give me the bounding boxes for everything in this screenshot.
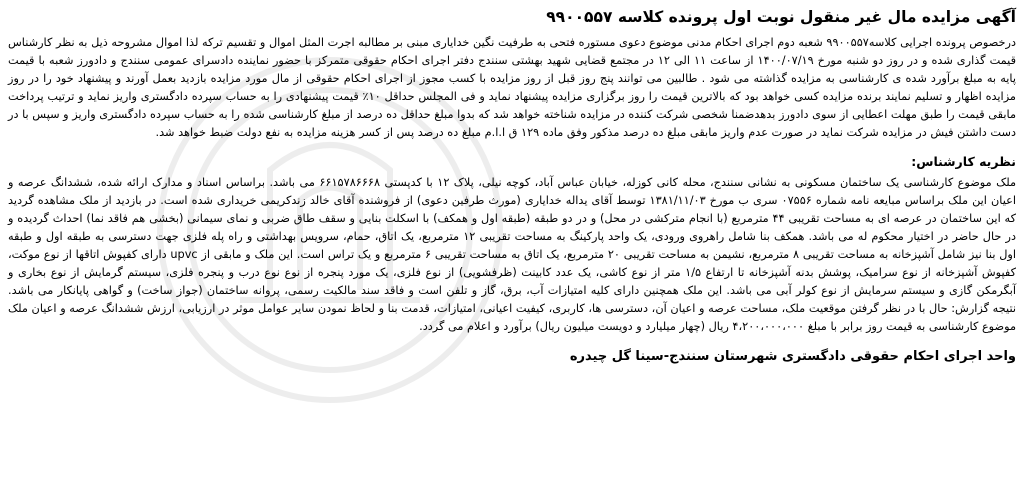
expert-opinion-paragraph: ملک موضوع کارشناسی یک ساختمان مسکونی به نشانی سنندج، محله کانی کوزله، خیابان عباس آباد، کوچه نیلی، پلاک ۱۲ با کدپستی ۶۶۱۵۷۸۶۶۶۸ می باشد. براساس اسناد و مدارک ارائه شده، ششدانگ عرصه و اعیان این ملک براساس مبایعه نامه شماره ۰۷۵۵۶ سری ب مورخ ۱۳۸۱/۱۱/۰۳ توسط آقای یداله خدایاری (مورث طرفین دعوی) از فروشنده آقای خالد زندکریمی خریداری شده است. در بازدید از ملک مشاهده گردید که این ساختمان در عرصه ای به مساحت تقریبی ۴۴ مترمربع (با انجام مترکشی در محل) و در دو طبقه (طبقه اول و همکف) با اسکلت بنایی و سقف طاق ضربی و نمای سیمانی (بخشی هم فاقد نما) احداث گردیده و در حال حاضر در اختیار محکوم له می باشد. همکف بنا شامل راهروی ورودی، یک واحد پارکینگ به مساحت تقریبی ۱۲ مترمربع، یک اتاق، حمام، سرویس بهداشتی و راه پله فلزی جهت دسترسی به طبقه اول و طبقه اول بنا نیز شامل آشپزخانه به مساحت تقریبی ۸ مترمربع، نشیمن به مساحت تقریبی ۲۰ مترمربع، یک اتاق به مساحت تقریبی ۶ مترمربع و یک تراس است. این ملک و مابقی از upvc دارای کفپوش اتاقها از نوع موکت، کفپوش آشپزخانه از نوع سرامیک، پوشش بدنه آشپزخانه تا ارتفاع ۱/۵ متر از نوع کاشی، یک عدد کابینت (ظرفشویی) از نوع فلزی، یک مورد پنجره از نوع نوع درب و پنجره فلزی، سیستم گرمایش از نوع بخاری و آبگرمکن گازی و سیستم سرمایش از نوع کولر آبی می باشد. این ملک همچنین دارای کلیه امتیازات آب، برق، گاز و تلفن است و فاقد سند مالکیت رسمی، پروانه ساختمان (جواز ساخت) و گواهی پایانکار می باشد. نتیجه گزارش: حال با در نظر گرفتن موقعیت ملک، مساحت عرصه و اعیان آن، دسترسی ها، کاربری، کیفیت اعیانی، امتیازات، قدمت بنا و لحاظ نمودن سایر عوامل موثر در ارزیابی، ارزش ششدانگ عرصه و اعیان ملک موضوع کارشناسی به قیمت روز برابر با مبلغ ۴،۲۰۰،۰۰۰،۰۰۰ ریال (چهار میلیارد و دویست میلیون ریال) برآورد و اعلام می گردد. (8, 176, 1017, 333)
intro-paragraph: درخصوص پرونده اجرایی کلاسه۹۹۰۰۵۵۷ شعبه دوم اجرای احکام مدنی موضوع دعوی مستوره فتحی به طرفیت نگین خدایاری مبنی بر مطالبه اجرت المثل اموال و تقسیم ترکه لذا اموال مشروحه ذیل به نظر کارشناس قیمت گذاری شده و در روز دو شنبه مورخ ۱۴۰۰/۰۷/۱۹ از ساعت ۱۱ الی ۱۲ در مجتمع قضایی شهید بهشتی سنندج دفتر اجرای احکام حقوقی متمرکز با حضور نماینده دادسرای عمومی سنندج و دادورز شعبه با قیمت پایه به مبلغ برآورد شده ی کارشناسی به مزایده گذاشته می شود . طالبین می توانند پنج روز قبل از روز مزایده با کسب مجوز از اجرای احکام حقوقی از مال مورد مزایده بازدید بعمل آورند و پیشنهاد خود را در روز مزایده اظهار و تسلیم نمایند برنده مزایده کسی خواهد بود که بالاترین قیمت را روز برگزاری مزایده پیشنهاد نماید و فی المجلس حداقل ۱۰٪ قیمت پیشنهادی را به حساب سپرده دادگستری واریز نماید و ترتیب پرداخت مابقی قیمت را طبق مهلت اعطایی از سوی دادورز بدهدضمنا شخصی شرکت کننده در مزایده شناخته خواهد شد که بدوا مبلغ حداقل ده درصد از مبلغ کارشناسی شده را به حساب سپرده دادگستری واریز و سپس با در دست داشتن فیش در مزایده شرکت نماید در صورت عدم واریز مابقی مبلغ ده درصد مذکور وفق ماده ۱۲۹ ق ا.ا.م مبلغ ده درصد پس از کسر هزینه مزایده به نفع دولت ضبط خواهد شد. (8, 36, 1016, 139)
expert-opinion-heading: نظریه کارشناس: (911, 154, 1016, 169)
issuing-office-signature: واحد اجرای احکام حقوقی دادگستری شهرستان سنندج-سینا گل چیدره (569, 349, 1016, 364)
notice-title: آگهی مزایده مال غیر منقول نوبت اول پرونده کلاسه ۹۹۰۰۵۵۷ (546, 8, 1016, 26)
